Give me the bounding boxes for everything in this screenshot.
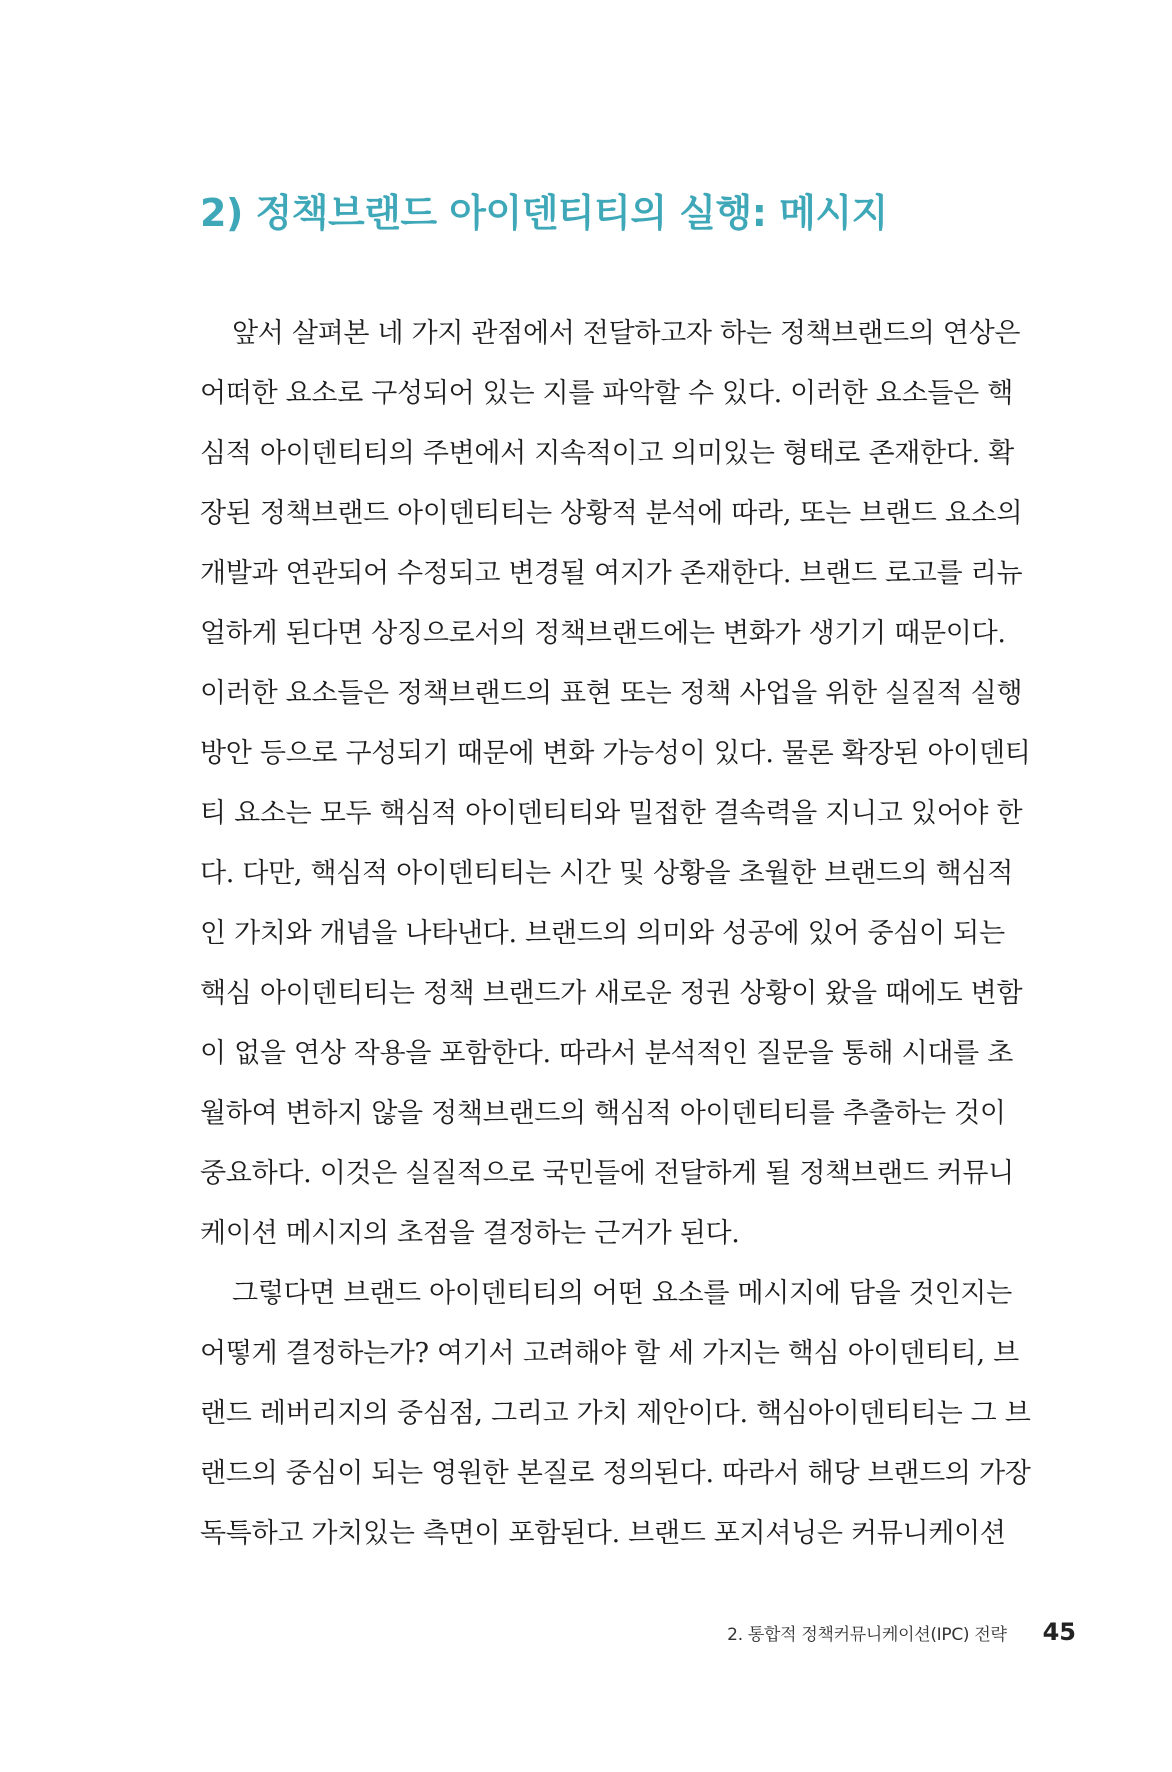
running-footer-title: 2. 통합적 정책커뮤니케이션(IPC) 전략 <box>727 1625 1007 1645</box>
paragraph-line: 랜드의 중심이 되는 영원한 본질로 정의된다. 따라서 해당 브랜드의 가장 <box>200 1458 1031 1489</box>
paragraph-line: 개발과 연관되어 수정되고 변경될 여지가 존재한다. 브랜드 로고를 리뉴 <box>200 558 1023 589</box>
paragraph-line: 중요하다. 이것은 실질적으로 국민들에 전달하게 될 정책브랜드 커뮤니 <box>200 1158 1014 1189</box>
paragraph-line: 이 없을 연상 작용을 포함한다. 따라서 분석적인 질문을 통해 시대를 초 <box>200 1038 1014 1069</box>
paragraph-line: 다. 다만, 핵심적 아이덴티티는 시간 및 상황을 초월한 브랜드의 핵심적 <box>200 858 1014 889</box>
body-text <box>200 304 1031 1564</box>
paragraph-line: 어떻게 결정하는가? 여기서 고려해야 할 세 가지는 핵심 아이덴티티, 브 <box>200 1338 1019 1369</box>
paragraph-line: 앞서 살펴본 네 가지 관점에서 전달하고자 하는 정책브랜드의 연상은 <box>232 318 1021 349</box>
paragraph-line: 이러한 요소들은 정책브랜드의 표현 또는 정책 사업을 위한 실질적 실행 <box>200 678 1023 709</box>
paragraph-line: 월하여 변하지 않을 정책브랜드의 핵심적 아이덴티티를 추출하는 것이 <box>200 1098 1006 1129</box>
page-number: 45 <box>1042 1618 1076 1646</box>
paragraph-line: 랜드 레버리지의 중심점, 그리고 가치 제안이다. 핵심아이덴티티는 그 브 <box>200 1398 1031 1429</box>
paragraph-line: 어떠한 요소로 구성되어 있는 지를 파악할 수 있다. 이러한 요소들은 핵 <box>200 378 1014 409</box>
paragraph-line: 장된 정책브랜드 아이덴티티는 상황적 분석에 따라, 또는 브랜드 요소의 <box>200 498 1023 529</box>
paragraph-line: 얼하게 된다면 상징으로서의 정책브랜드에는 변화가 생기기 때문이다. <box>200 618 1006 649</box>
paragraph-line: 그렇다면 브랜드 아이덴티티의 어떤 요소를 메시지에 담을 것인지는 <box>232 1278 1012 1309</box>
paragraph-line: 인 가치와 개념을 나타낸다. 브랜드의 의미와 성공에 있어 중심이 되는 <box>200 918 1005 949</box>
paragraph-line: 케이션 메시지의 초점을 결정하는 근거가 된다. <box>200 1218 740 1249</box>
paragraph-line: 방안 등으로 구성되기 때문에 변화 가능성이 있다. 물론 확장된 아이덴티 <box>200 738 1031 769</box>
paragraph-line: 독특하고 가치있는 측면이 포함된다. 브랜드 포지셔닝은 커뮤니케이션 <box>200 1518 1006 1549</box>
section-title: 2) 정책브랜드 아이덴티티의 실행: 메시지 <box>200 191 888 235</box>
page-footer <box>727 1618 1076 1646</box>
paragraph-line: 티 요소는 모두 핵심적 아이덴티티와 밀접한 결속력을 지니고 있어야 한 <box>200 798 1023 829</box>
paragraph-line: 심적 아이덴티티의 주변에서 지속적이고 의미있는 형태로 존재한다. 확 <box>200 438 1014 469</box>
paragraph-line: 핵심 아이덴티티는 정책 브랜드가 새로운 정권 상황이 왔을 때에도 변함 <box>200 978 1023 1009</box>
